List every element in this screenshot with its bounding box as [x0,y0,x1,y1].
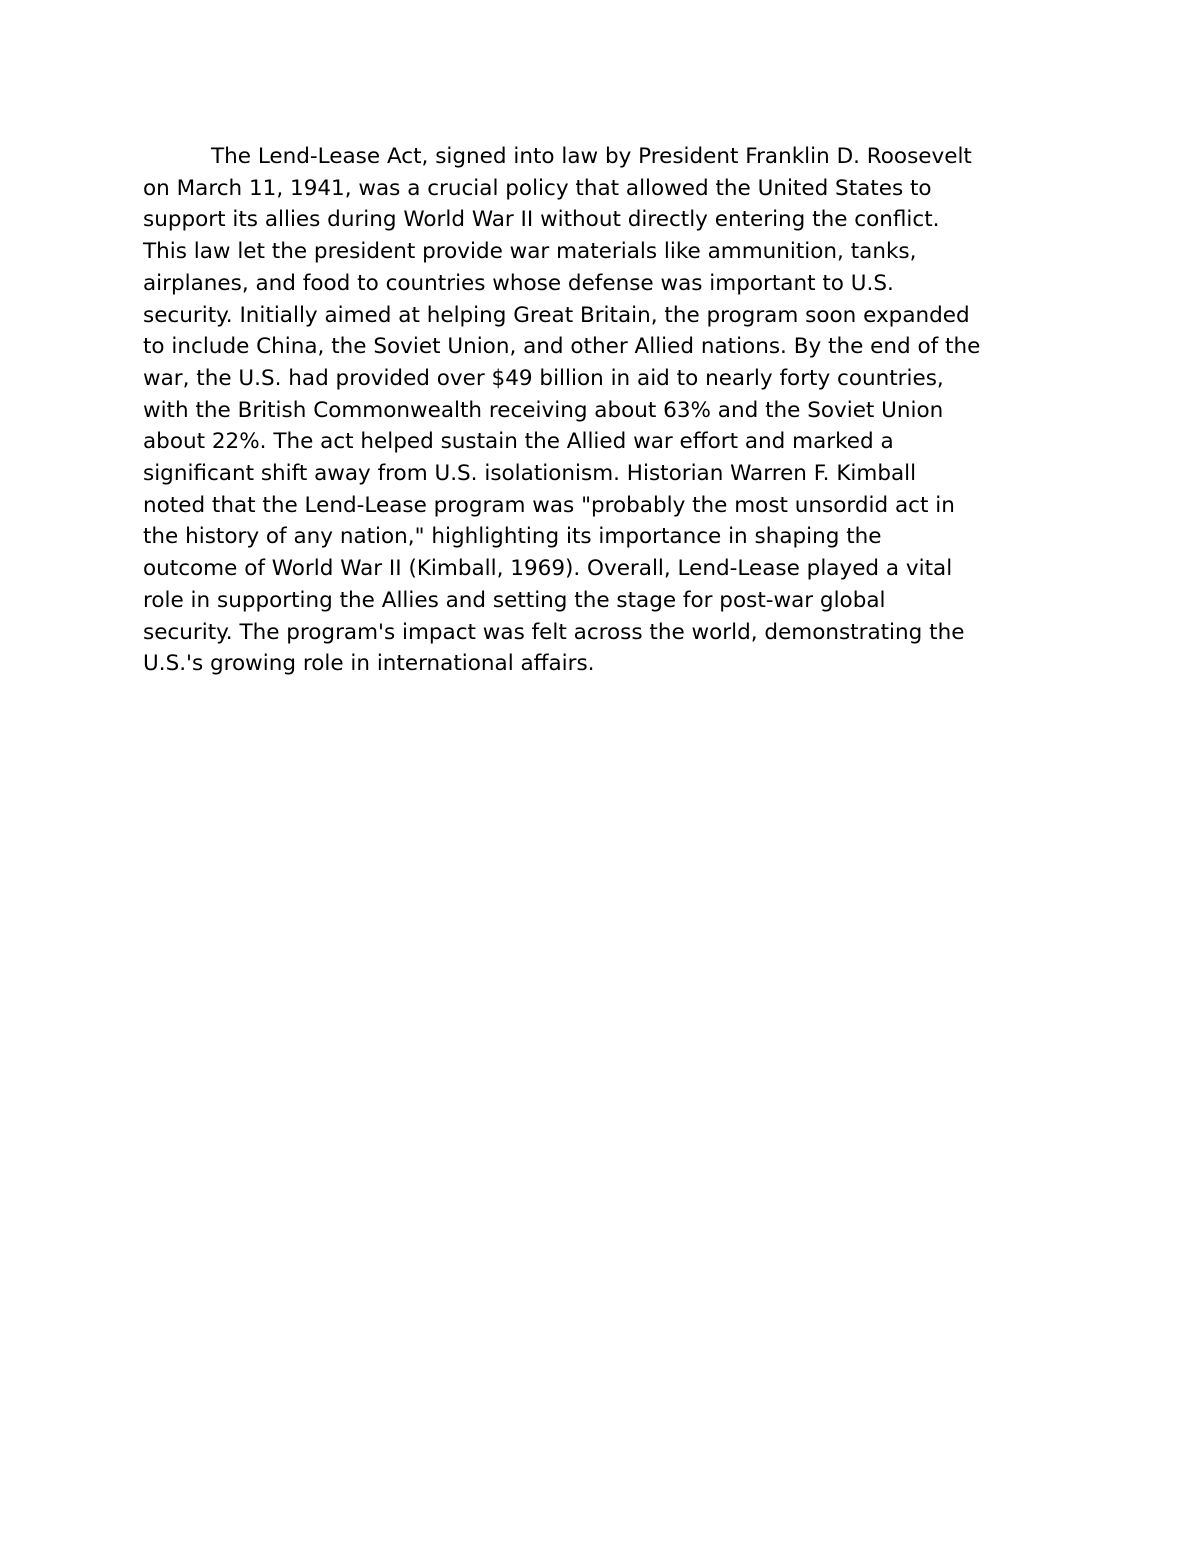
paragraph-line: to include China, the Soviet Union, and other Allied nations. By the end of the [143,334,981,360]
paragraph-line: on March 11, 1941, was a crucial policy that allowed the United States to [143,175,932,201]
paragraph-line: noted that the Lend-Lease program was "probably the most unsordid act in [143,492,955,518]
paragraph-line: airplanes, and food to countries whose defense was important to U.S. [143,270,894,296]
paragraph-line: This law let the president provide war materials like ammunition, tanks, [143,239,917,265]
paragraph-line: the history of any nation," highlighting its importance in shaping the [143,524,882,550]
paragraph-line: significant shift away from U.S. isolationism. Historian Warren F. Kimball [143,461,917,487]
paragraph-line: security. The program's impact was felt across the world, demonstrating the [143,619,965,645]
paragraph-line: support its allies during World War II without directly entering the conflict. [143,207,940,233]
paragraph-line: war, the U.S. had provided over $49 billion in aid to nearly forty countries, [143,365,944,391]
paragraph-line: U.S.'s growing role in international affairs. [143,651,595,677]
paragraph-line: outcome of World War II (Kimball, 1969). Overall, Lend-Lease played a vital [143,556,953,582]
body-paragraph [143,141,1063,680]
paragraph-line: role in supporting the Allies and setting the stage for post-war global [143,587,886,613]
paragraph-line: security. Initially aimed at helping Great Britain, the program soon expanded [143,302,970,328]
paragraph-line: with the British Commonwealth receiving about 63% and the Soviet Union [143,397,944,423]
paragraph-line: The Lend-Lease Act, signed into law by President Franklin D. Roosevelt [211,144,972,169]
paragraph-line: about 22%. The act helped sustain the Allied war effort and marked a [143,429,894,455]
